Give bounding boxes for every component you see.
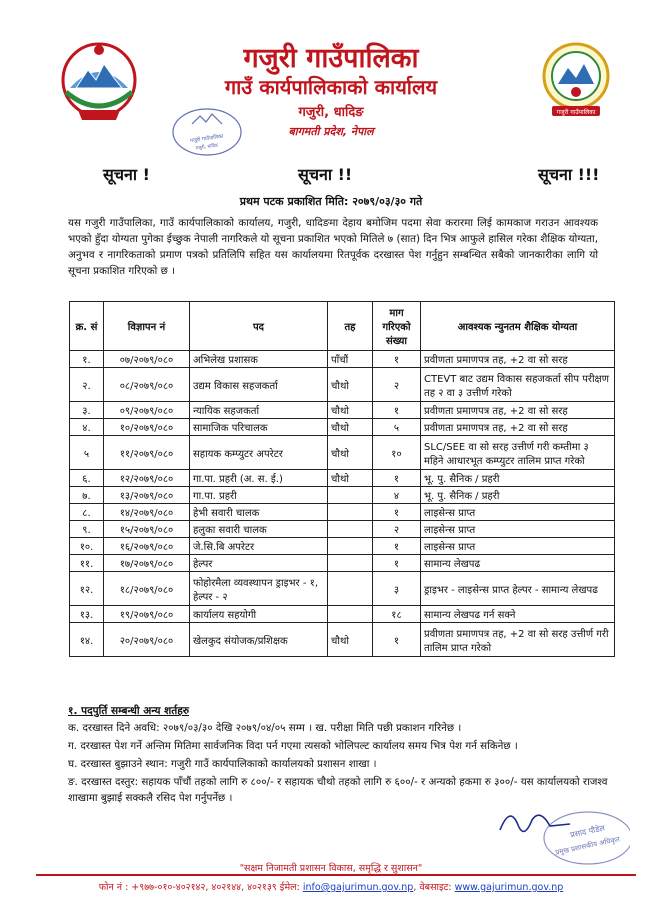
cell-qualification: प्रवीणता प्रमाणपत्र तह, +2 वा सो सरह उत्तीर्ण गरी तालिम प्राप्त गरेको xyxy=(421,623,615,657)
table-row xyxy=(70,555,615,572)
cell-ad-number: ११/२०७९/०८० xyxy=(104,436,190,470)
table-row xyxy=(70,521,615,538)
footer-web-label: वेबसाइट: xyxy=(419,882,452,893)
footer-email-link[interactable]: info@gajurimun.gov.np xyxy=(302,882,414,893)
cell-position: अभिलेख प्रशासक xyxy=(190,351,328,368)
cell-ad-number: १३/२०७९/०८० xyxy=(104,487,190,504)
cell-demand: १ xyxy=(373,538,421,555)
cell-serial: १. xyxy=(70,351,104,368)
cell-level: चौथो xyxy=(328,402,373,419)
cell-demand: ५ xyxy=(373,419,421,436)
cell-serial: ११. xyxy=(70,555,104,572)
col-header-level: तह xyxy=(328,302,373,351)
intro-paragraph: यस गजुरी गाउँपालिका, गाउँ कार्यपालिकाको कार्यालय, गजुरी, धादिङमा देहाय बमोजिम पदमा सेवा करारमा लिई कामकाज गराउन आवश्यक भएको हुँदा योग्यता पुगेका ईच्छुक नेपाली नागरिकले यो सूचना प्रकाशित भएको मितिले ७ (सात) दिन भित्र आफुले हासिल गरेका शैक्षिक योग्यता, अनुभव र नागरिकताको प्रमाण पत्रको प्रतिलिपि सहित यस कार्यालयमा रितपूर्वक दरखास्त पेश गर्नुहुन सम्बन्धित सबैको जानकारीका लागि यो सूचना प्रकाशित गरिएको छ । xyxy=(68,217,598,277)
notice-label-2: सूचना !! xyxy=(298,165,353,184)
cell-ad-number: १०/२०७९/०८० xyxy=(104,419,190,436)
cell-ad-number: ०९/२०७९/०८० xyxy=(104,402,190,419)
cell-serial: ८. xyxy=(70,504,104,521)
cell-position: सहायक कम्प्युटर अपरेटर xyxy=(190,436,328,470)
condition-item: ग. दरखास्त पेश गर्ने अन्तिम मितिमा सार्वजनिक विदा पर्न गएमा त्यसको भोलिपल्ट कार्यालय समय भित्र पेश गर्न सकिनेछ । xyxy=(68,740,518,752)
cell-ad-number: ०७/२०७९/०८० xyxy=(104,351,190,368)
footer-email-label: ईमेल: xyxy=(279,882,300,893)
table-row xyxy=(70,470,615,487)
cell-position: कार्यालय सहयोगी xyxy=(190,606,328,623)
col-header-ad-number: विज्ञापन नं xyxy=(104,302,190,351)
cell-position: हेल्पर xyxy=(190,555,328,572)
svg-text:प्रसाद पौडेल: प्रसाद पौडेल xyxy=(569,823,606,840)
cell-serial: ६. xyxy=(70,470,104,487)
cell-level xyxy=(328,606,373,623)
cell-level xyxy=(328,572,373,606)
cell-serial: १२. xyxy=(70,572,104,606)
cell-ad-number: १८/२०७९/०८० xyxy=(104,572,190,606)
table-row xyxy=(70,487,615,504)
cell-level: चौथो xyxy=(328,470,373,487)
cell-level xyxy=(328,521,373,538)
cell-demand: १ xyxy=(373,402,421,419)
cell-position: गा.पा. प्रहरी (अ. स. ई.) xyxy=(190,470,328,487)
cell-ad-number: १४/२०७९/०८० xyxy=(104,504,190,521)
table-header-row xyxy=(70,302,615,351)
cell-position: सामाजिक परिचालक xyxy=(190,419,328,436)
vacancy-table xyxy=(69,301,615,657)
letterhead xyxy=(0,0,662,140)
cell-ad-number: १२/२०७९/०८० xyxy=(104,470,190,487)
cell-level: चौथो xyxy=(328,436,373,470)
cell-serial: ७. xyxy=(70,487,104,504)
notice-banner xyxy=(0,163,662,185)
table-row xyxy=(70,606,615,623)
table-row xyxy=(70,419,615,436)
conditions-heading: १. पदपुर्ति सम्बन्धी अन्य शर्तहरु xyxy=(68,705,190,717)
cell-position: खेलकुद संयोजक/प्रशिक्षक xyxy=(190,623,328,657)
cell-level xyxy=(328,538,373,555)
cell-serial: १४. xyxy=(70,623,104,657)
col-header-position: पद xyxy=(190,302,328,351)
cell-demand: १ xyxy=(373,351,421,368)
cell-qualification: लाइसेन्स प्राप्त xyxy=(421,504,615,521)
table-row xyxy=(70,351,615,368)
publish-date: प्रथम पटक प्रकाशित मिति: २०७९/०३/३० गते xyxy=(239,195,423,208)
cell-qualification: प्रवीणता प्रमाणपत्र तह, +2 वा सो सरह xyxy=(421,402,615,419)
cell-qualification: प्रवीणता प्रमाणपत्र तह, +2 वा सो सरह xyxy=(421,419,615,436)
cell-position: जे.सि.बि अपरेटर xyxy=(190,538,328,555)
table-row xyxy=(70,572,615,606)
notice-label-1: सूचना ! xyxy=(103,165,150,184)
col-header-serial: क्र. सं xyxy=(70,302,104,351)
cell-position: न्यायिक सहजकर्ता xyxy=(190,402,328,419)
cell-demand: ३ xyxy=(373,572,421,606)
footer-contact: फोन नं : +९७७-०१०-४०२१४२, ४०२१४४, ४०२१३९ ईमेल: info@gajurimun.gov.np, वेबसाइट: www.gajurimun.gov.np xyxy=(98,882,564,893)
cell-serial: ४. xyxy=(70,419,104,436)
cell-demand: २ xyxy=(373,368,421,402)
cell-ad-number: १७/२०७९/०८० xyxy=(104,555,190,572)
cell-qualification: लाइसेन्स प्राप्त xyxy=(421,538,615,555)
cell-ad-number: १९/२०७९/०८० xyxy=(104,606,190,623)
condition-item: क. दरखास्त दिने अवधि: २०७९/०३/३० देखि २०७९/०४/०५ सम्म । ख. परीक्षा मिति पछी प्रकाशन गरिनेछ । xyxy=(68,722,462,734)
cell-serial: १३. xyxy=(70,606,104,623)
cell-qualification: भू. पु. सैनिक / प्रहरी xyxy=(421,470,615,487)
cell-serial: ५ xyxy=(70,436,104,470)
cell-demand: १ xyxy=(373,470,421,487)
office-name: गाउँ कार्यपालिकाको कार्यालय xyxy=(224,75,438,99)
province-name: बागमती प्रदेश, नेपाल xyxy=(288,125,374,138)
cell-level xyxy=(328,504,373,521)
cell-level xyxy=(328,555,373,572)
cell-level: चौथो xyxy=(328,623,373,657)
cell-qualification: सामान्य लेखपढ गर्न सक्ने xyxy=(421,606,615,623)
cell-qualification: भू. पु. सैनिक / प्रहरी xyxy=(421,487,615,504)
office-stamp-icon xyxy=(170,106,244,158)
cell-serial: २. xyxy=(70,368,104,402)
cell-demand: १ xyxy=(373,623,421,657)
cell-ad-number: १५/२०७९/०८० xyxy=(104,521,190,538)
footer-phone: फोन नं : +९७७-०१०-४०२१४२, ४०२१४४, ४०२१३९ xyxy=(98,882,277,893)
col-header-demand: माग गरिएको संख्या xyxy=(373,302,421,351)
org-name: गजुरी गाउँपालिका xyxy=(243,43,419,74)
cell-qualification: सामान्य लेखपढ xyxy=(421,555,615,572)
table-row xyxy=(70,623,615,657)
table-row xyxy=(70,368,615,402)
cell-serial: ९. xyxy=(70,521,104,538)
condition-item: घ. दरखास्त बुझाउने स्थान: गजुरी गाउँ कार्यपालिकाको कार्यालयको प्रशासन शाखा । xyxy=(68,758,377,770)
cell-qualification: SLC/SEE वा सो सरह उत्तीर्ण गरी कम्तीमा ३ महिने आधारभूत कम्प्युटर तालिम प्राप्त गरेको xyxy=(421,436,615,470)
cell-qualification: ड्राइभर - लाइसेन्स प्राप्त हेल्पर - सामान्य लेखपढ xyxy=(421,572,615,606)
notice-label-3: सूचना !!! xyxy=(538,165,600,184)
cell-qualification: लाइसेन्स प्राप्त xyxy=(421,521,615,538)
cell-demand: १० xyxy=(373,436,421,470)
cell-demand: १ xyxy=(373,555,421,572)
cell-position: गा.पा. प्रहरी xyxy=(190,487,328,504)
officer-signature-stamp xyxy=(480,790,630,870)
footer-motto: "सक्षम निजामती प्रशासन विकास, समृद्धि र सुशासन" xyxy=(239,863,423,874)
gajuri-municipality-logo-icon xyxy=(540,40,612,120)
cell-demand: ४ xyxy=(373,487,421,504)
svg-text:गजुरी, धादिङ: गजुरी, धादिङ xyxy=(195,143,219,152)
table-row xyxy=(70,402,615,419)
footer-website-link[interactable]: www.gajurimun.gov.np xyxy=(454,882,564,893)
cell-demand: १८ xyxy=(373,606,421,623)
footer-divider xyxy=(36,874,636,876)
cell-serial: १०. xyxy=(70,538,104,555)
condition-item: ङ. दरखास्त दस्तुर: सहायक पाँचौं तहको लागि रु ८००/- र सहायक चौथो तहको लागि रु ६००/- र अन्यको हकमा रु ३००/- यस कार्यालयको राजश्व शाखामा बुझाई सक्कलै रसिद पेश गर्नुपर्नेछ । xyxy=(68,776,608,804)
col-header-qualification: आवश्यक न्युनतम शैक्षिक योग्यता xyxy=(421,302,615,351)
table-row xyxy=(70,504,615,521)
cell-ad-number: १६/२०७९/०८० xyxy=(104,538,190,555)
cell-level xyxy=(328,487,373,504)
logo-lettering: गजुरी गाउँपालिका xyxy=(556,109,596,116)
cell-level: चौथो xyxy=(328,419,373,436)
cell-position: उद्यम विकास सहजकर्ता xyxy=(190,368,328,402)
cell-position: हलुका सवारी चालक xyxy=(190,521,328,538)
cell-level: पाँचौं xyxy=(328,351,373,368)
table-row xyxy=(70,436,615,470)
cell-position: हेभी सवारी चालक xyxy=(190,504,328,521)
cell-qualification: CTEVT बाट उद्यम विकास सहजकर्ता सीप परीक्षण तह २ वा ३ उत्तीर्ण गरेको xyxy=(421,368,615,402)
svg-text:गजुरी गाउँपालिका: गजुरी गाउँपालिका xyxy=(189,133,224,145)
cell-demand: २ xyxy=(373,521,421,538)
cell-position: फोहोरमैला व्यवस्थापन ड्राइभर - १, हेल्पर - २ xyxy=(190,572,328,606)
cell-serial: ३. xyxy=(70,402,104,419)
cell-ad-number: २०/२०७९/०८० xyxy=(104,623,190,657)
cell-ad-number: ०८/२०७९/०८० xyxy=(104,368,190,402)
cell-qualification: प्रवीणता प्रमाणपत्र तह, +2 वा सो सरह xyxy=(421,351,615,368)
table-row xyxy=(70,538,615,555)
office-location: गजुरी, धादिङ xyxy=(298,105,364,120)
cell-level: चौथो xyxy=(328,368,373,402)
cell-demand: १ xyxy=(373,504,421,521)
svg-text:प्रमुख प्रशासकीय अधिकृत: प्रमुख प्रशासकीय अधिकृत xyxy=(554,835,621,857)
